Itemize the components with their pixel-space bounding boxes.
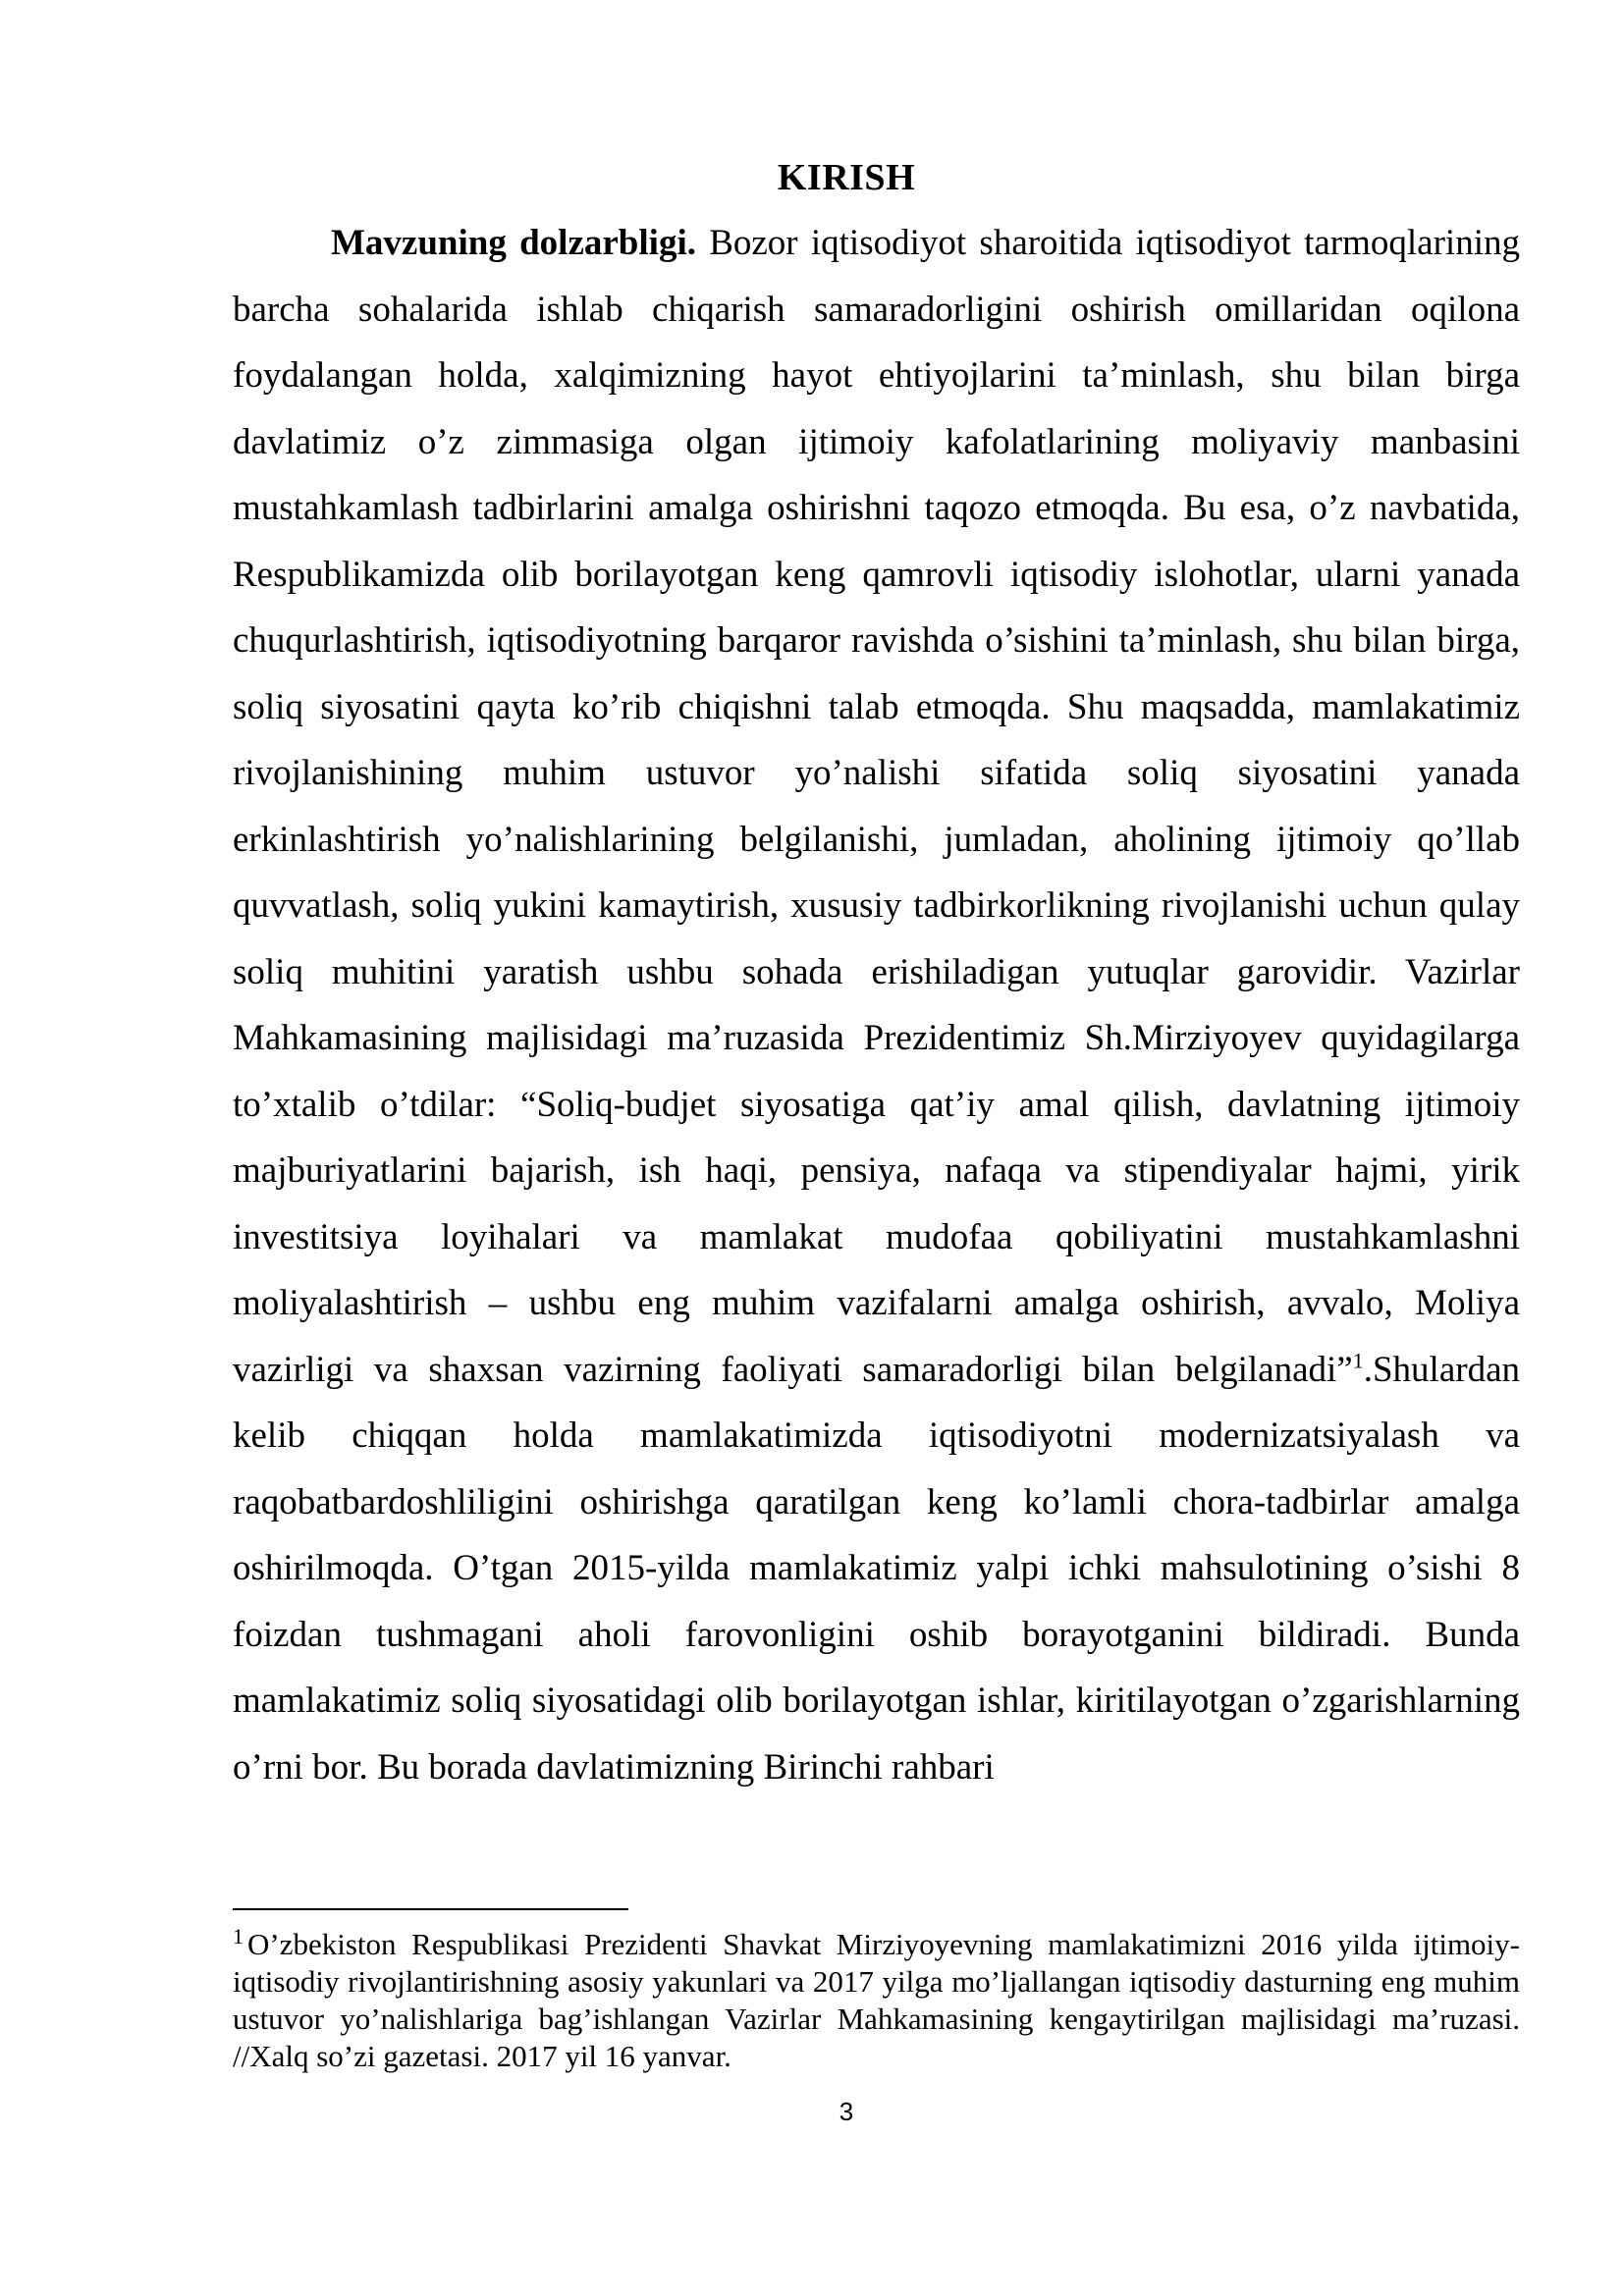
footnote-text: O’zbekiston Respublikasi Prezidenti Shavkat Mirziyoyevning mamlakatimizni 2016 yilda ijtimoiy-iqtisodiy rivojlantirishning asosiy yakunlari va 2017 yilga mo’ljallangan iqtisodiy dasturning eng muhim ustuvor yo’nalishlariga bag’ishlangan Vazirlar Mahkamasining kengaytirilgan majlisidagi ma’ruzasi. //Xalq so’zi gazetasi. 2017 yil 16 yanvar. bbox=[233, 1927, 1520, 2073]
footnote-mark: 1 bbox=[233, 1923, 244, 1949]
footnote-reference[interactable]: 1 bbox=[1352, 1348, 1364, 1373]
paragraph-lead: Mavzuning dolzarbligi. bbox=[331, 223, 696, 263]
body-paragraph bbox=[233, 210, 1520, 1800]
paragraph-text-part2: .Shulardan kelib chiqqan holda mamlakatimizda iqtisodiyotni modernizatsiyalash va raqobatbardoshliligini oshirishga qaratilgan keng ko’lamli chora-tadbirlar amalga oshirilmoqda. O’tgan 2015-yilda mamlakatimiz yalpi ichki mahsulotining o’sishi 8 foizdan tushmagani aholi farovonligini oshib borayotganini bildiradi. Bunda mamlakatimiz soliq siyosatidagi olib borilayotgan ishlar, kiritilayotgan o’zgarishlarning o’rni bor. Bu borada davlatimizning Birinchi rahbari bbox=[233, 1349, 1520, 1788]
body-text bbox=[233, 210, 1520, 1800]
page-number: 3 bbox=[839, 2097, 854, 2126]
paragraph-text-part1: Bozor iqtisodiyot sharoitida iqtisodiyot tarmoqlarining barcha sohalarida ishlab chiqarish samaradorligini oshirish omillaridan oqilona foydalangan holda, xalqimizning hayot ehtiyojlarini ta’minlash, shu bilan birga davlatimiz o’z zimmasiga olgan ijtimoiy kafolatlarining moliyaviy manbasini mustahkamlash tadbirlarini amalga oshirishni taqozo etmoqda. Bu esa, o’z navbatida, Respublikamizda olib borilayotgan keng qamrovli iqtisodiy islohotlar, ularni yanada chuqurlashtirish, iqtisodiyotning barqaror ravishda o’sishini ta’minlash, shu bilan birga, soliq siyosatini qayta ko’rib chiqishni talab etmoqda. Shu maqsadda, mamlakatimiz rivojlanishining muhim ustuvor yo’nalishi sifatida soliq siyosatini yanada erkinlashtirish yo’nalishlarining belgilanishi, jumladan, aholining ijtimoiy qo’llab quvvatlash, soliq yukini kamaytirish, xususiy tadbirkorlikning rivojlanishi uchun qulay soliq muhitini yaratish ushbu sohada erishiladigan yutuqlar garovidir. Vazirlar Mahkamasining majlisidagi ma’ruzasida Prezidentimiz Sh.Mirziyoyev quyidagilarga to’xtalib o’tdilar: “Soliq-budjet siyosatiga qat’iy amal qilish, davlatning ijtimoiy majburiyatlarini bajarish, ish haqi, pensiya, nafaqa va stipendiyalar hajmi, yirik investitsiya loyihalari va mamlakat mudofaa qobiliyatini mustahkamlashni moliyalashtirish – ushbu eng muhim vazifalarni amalga oshirish, avvalo, Moliya vazirligi va shaxsan vazirning faoliyati samaradorligi bilan belgilanadi” bbox=[233, 223, 1520, 1390]
footnote-separator bbox=[233, 1908, 628, 1910]
section-heading: KIRISH bbox=[777, 157, 916, 198]
footnote bbox=[233, 1923, 1520, 2075]
